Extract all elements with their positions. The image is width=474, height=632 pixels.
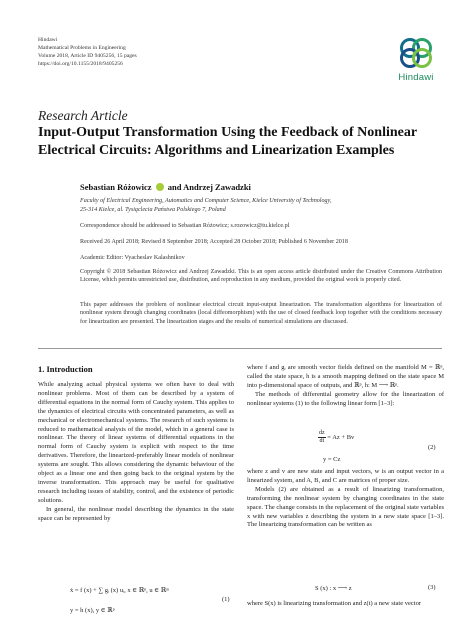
- title-line-2: Electrical Circuits: Algorithms and Linearization Examples: [38, 143, 395, 158]
- article-type: Research Article: [38, 108, 128, 123]
- author-2[interactable]: and Andrzej Zawadzki: [167, 182, 251, 192]
- fraction-numerator: dz: [319, 430, 325, 436]
- affiliation-line-2: 25-314 Kielce, al. Tysiąclecia Państwa Polskiego 7, Poland: [80, 206, 226, 213]
- author-list: [80, 182, 251, 192]
- hindawi-logo: [393, 36, 439, 86]
- hindawi-wordmark: Hindawi: [398, 72, 434, 83]
- article-title: [38, 124, 438, 160]
- journal-name: Mathematical Problems in Engineering: [38, 45, 126, 51]
- doi-link[interactable]: https://doi.org/10.1155/2018/9405256: [38, 61, 123, 67]
- affiliation-line-1: Faculty of Electrical Engineering, Automatics and Computer Science, Kielce University of Technology,: [80, 198, 332, 204]
- right-paragraph-2: The methods of differential geometry allow for the linearization of nonlinear systems (1) to the following linear form [1–3]:: [247, 390, 444, 407]
- volume-line: Volume 2018, Article ID 9405256, 15 pages: [38, 53, 137, 59]
- equation-1-line-2: y = h (x), y ∈ ℝᵖ: [70, 607, 115, 614]
- left-column: [38, 381, 234, 524]
- affiliation: [80, 197, 410, 214]
- right-paragraph-5: where S(x) is linearizing transformation and z(t) a new state vector: [247, 600, 421, 607]
- title-line-1: Input-Output Transformation Using the Feedback of Nonlinear: [38, 125, 418, 140]
- intro-paragraph-2: In general, the nonlinear model describing the dynamics in the state space can be represented by: [38, 505, 234, 522]
- equation-2-fraction: [318, 430, 326, 445]
- right-paragraph-4: Models (2) are obtained as a result of linearizing transformation, transforming the nonlinear system by changing coordinates in the state space. The change consists in the replacement of the original state variables x with new variables z describing the system in a new state space [1–3]. The linearizing transformation can be written as: [247, 485, 444, 529]
- publication-dates: Received 26 April 2018; Revised 8 September 2018; Accepted 28 October 2018; Published 6 November 2018: [80, 239, 348, 245]
- fraction-denominator: dt: [319, 438, 325, 444]
- journal-header: [38, 36, 137, 68]
- equation-2-rhs: = Az + Bv: [327, 433, 355, 441]
- right-paragraph-1: where f and gᵢ are smooth vector fields defined on the manifold M = ℝⁿ, called the state space, h is a smooth mapping defined on the state space M into p-dimensional space of outputs, and ℝᵖ, h: M ⟶ ℝᵖ.: [247, 364, 444, 389]
- equation-3: S (x) : x ⟶ z: [315, 585, 352, 592]
- author-1[interactable]: Sebastian Różowicz: [80, 182, 152, 192]
- right-column: [247, 364, 444, 409]
- abstract: This paper addresses the problem of nonlinear electrical circuit input-output linearization. The transformation algorithms for linearization of nonlinear system through changing coordinates (local diffeomorphism) with the use of closed feedback loop together with the conditions necessary for linearization are presented. The linearization stages and the results of numerical simulations are discussed.: [80, 302, 442, 325]
- right-column-tail: [247, 600, 444, 609]
- academic-editor: Academic Editor: Vyacheslav Kalashnikov: [80, 255, 185, 261]
- equation-2-number: (2): [428, 444, 436, 451]
- publisher-name: Hindawi: [38, 37, 58, 43]
- equation-3-number: (3): [428, 584, 436, 591]
- divider: [38, 348, 442, 349]
- intro-paragraph-1: While analyzing actual physical systems we often have to deal with nonlinear problems. Most of them can be described by a system of differential equations in the normal form of Cauchy system. This applies to the dynamics of electrical circuits with concentrated parameters, as well as mechanical or electromechanical systems. The research of such systems is reduced to mathematical analysis of the model, which in a general case is nonlinear. The theory of linear systems of differential equations in the normal form of Cauchy system is explicit with respect to the time derivatives. Therefore, the linearized-preferably linear models of nonlinear systems are sought. This allows considering the dynamic behaviour of the object as a linear one and then going back to the original system by the inverse transformation. This approach may be useful for qualitative research including issues of stability, control, and the existence of periodic solutions.: [38, 381, 234, 504]
- hindawi-rings-icon: [393, 36, 439, 70]
- equation-1-line-1: ẋ = f (x) + ∑ gᵢ (x) uᵢ, x ∈ ℝⁿ, u ∈ ℝᵐ: [70, 587, 170, 594]
- section-heading: 1. Introduction: [38, 364, 93, 374]
- equation-2-line-1: [318, 430, 354, 445]
- orcid-icon[interactable]: [156, 183, 164, 191]
- correspondence: Correspondence should be addressed to Sebastian Różowicz; s.rozowicz@tu.kielce.pl: [80, 223, 290, 229]
- right-column-continued: [247, 468, 444, 530]
- equation-2-line-2: y = Cz: [323, 456, 341, 463]
- copyright-notice: Copyright © 2018 Sebastian Różowicz and Andrzej Zawadzki. This is an open access article distributed under the Creative Commons Attribution License, which permits unrestricted use, distribution, and reproduction in any medium, provided the original work is properly cited.: [80, 269, 442, 284]
- right-paragraph-3: where z and v are new state and input vectors, w is an output vector in a linearized system, and A, B, and C are matrices of proper size.: [247, 468, 444, 484]
- equation-1-number: (1): [222, 596, 230, 603]
